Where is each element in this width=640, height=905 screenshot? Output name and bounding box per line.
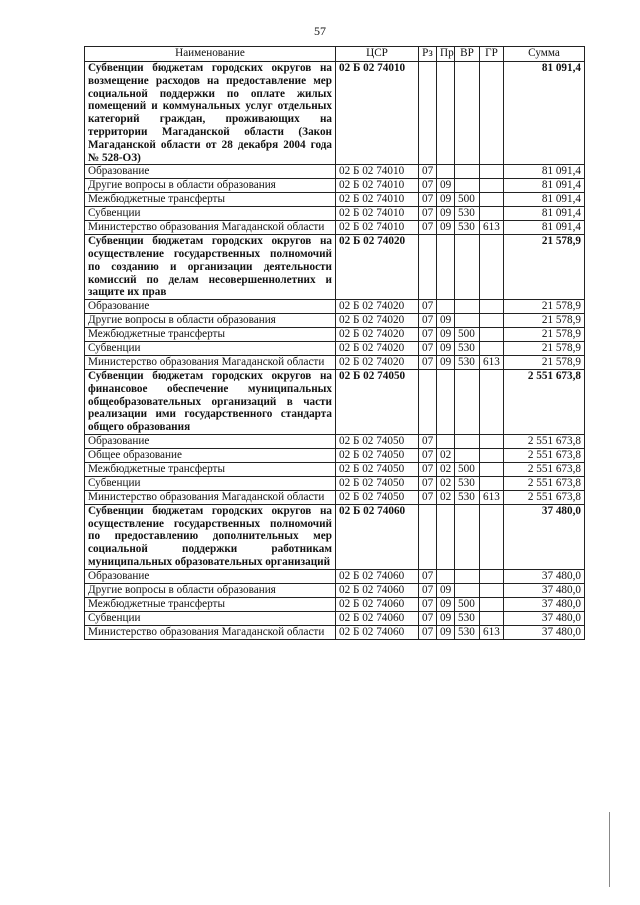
table-row-section xyxy=(85,369,585,434)
cell-rz: 07 xyxy=(419,462,437,476)
cell-vr: 530 xyxy=(455,356,480,370)
cell-gr: 613 xyxy=(480,625,504,639)
cell-sum: 21 578,9 xyxy=(504,342,585,356)
cell-pr: 09 xyxy=(437,597,455,611)
cell-csr: 02 Б 02 74010 xyxy=(336,62,419,165)
cell-pr: 09 xyxy=(437,328,455,342)
cell-vr: 530 xyxy=(455,490,480,504)
cell-vr xyxy=(455,583,480,597)
cell-gr xyxy=(480,583,504,597)
header-csr: ЦСР xyxy=(336,47,419,62)
cell-rz: 07 xyxy=(419,476,437,490)
cell-csr: 02 Б 02 74010 xyxy=(336,221,419,235)
table-row xyxy=(85,434,585,448)
cell-sum: 21 578,9 xyxy=(504,235,585,300)
cell-name: Образование xyxy=(85,434,336,448)
cell-pr: 09 xyxy=(437,179,455,193)
cell-pr: 09 xyxy=(437,356,455,370)
cell-rz: 07 xyxy=(419,179,437,193)
cell-vr xyxy=(455,314,480,328)
cell-sum: 21 578,9 xyxy=(504,356,585,370)
cell-pr: 09 xyxy=(437,342,455,356)
cell-name: Субвенции бюджетам городских округов на осуществление государственных полномочий по предоставлению дополнительных мер социальной поддержки работникам муниципальных образовательных организаций xyxy=(85,504,336,569)
cell-csr: 02 Б 02 74060 xyxy=(336,597,419,611)
table-row xyxy=(85,583,585,597)
cell-sum: 37 480,0 xyxy=(504,597,585,611)
cell-sum: 2 551 673,8 xyxy=(504,369,585,434)
cell-csr: 02 Б 02 74050 xyxy=(336,369,419,434)
cell-vr: 530 xyxy=(455,476,480,490)
table-row xyxy=(85,300,585,314)
cell-pr xyxy=(437,165,455,179)
cell-name: Субвенции xyxy=(85,342,336,356)
cell-pr: 09 xyxy=(437,314,455,328)
cell-csr: 02 Б 02 74050 xyxy=(336,462,419,476)
cell-vr: 500 xyxy=(455,193,480,207)
cell-sum: 21 578,9 xyxy=(504,314,585,328)
cell-rz: 07 xyxy=(419,328,437,342)
cell-name: Межбюджетные трансферты xyxy=(85,328,336,342)
cell-name: Субвенции бюджетам городских округов на возмещение расходов на предоставление мер социальной поддержки по оплате жилых помещений и коммунальных услуг отдельных категорий граждан, проживающих на территории Магаданской области (Закон Магаданской области от 28 декабря 2004 года № 528-ОЗ) xyxy=(85,62,336,165)
table-body xyxy=(85,62,585,640)
cell-name: Субвенции бюджетам городских округов на осуществление государственных полномочий по созданию и организации деятельности комиссий по делам несовершеннолетних и защите их прав xyxy=(85,235,336,300)
cell-pr xyxy=(437,504,455,569)
cell-gr: 613 xyxy=(480,221,504,235)
cell-vr: 500 xyxy=(455,597,480,611)
cell-name: Образование xyxy=(85,165,336,179)
cell-sum: 2 551 673,8 xyxy=(504,434,585,448)
cell-csr: 02 Б 02 74020 xyxy=(336,300,419,314)
cell-csr: 02 Б 02 74020 xyxy=(336,342,419,356)
cell-name: Межбюджетные трансферты xyxy=(85,597,336,611)
table-row xyxy=(85,356,585,370)
table-row-section xyxy=(85,62,585,165)
table-row xyxy=(85,342,585,356)
cell-csr: 02 Б 02 74050 xyxy=(336,434,419,448)
cell-csr: 02 Б 02 74050 xyxy=(336,476,419,490)
cell-name: Образование xyxy=(85,569,336,583)
cell-csr: 02 Б 02 74010 xyxy=(336,179,419,193)
cell-gr xyxy=(480,179,504,193)
cell-vr xyxy=(455,434,480,448)
cell-csr: 02 Б 02 74060 xyxy=(336,625,419,639)
cell-sum: 81 091,4 xyxy=(504,165,585,179)
cell-rz: 07 xyxy=(419,625,437,639)
cell-sum: 37 480,0 xyxy=(504,625,585,639)
cell-csr: 02 Б 02 74020 xyxy=(336,328,419,342)
table-row-section xyxy=(85,504,585,569)
table-row xyxy=(85,165,585,179)
cell-vr: 530 xyxy=(455,625,480,639)
cell-rz: 07 xyxy=(419,207,437,221)
table-row-section xyxy=(85,235,585,300)
cell-vr xyxy=(455,62,480,165)
cell-rz: 07 xyxy=(419,448,437,462)
cell-csr: 02 Б 02 74010 xyxy=(336,165,419,179)
cell-pr: 09 xyxy=(437,193,455,207)
cell-gr xyxy=(480,569,504,583)
cell-rz: 07 xyxy=(419,300,437,314)
cell-sum: 37 480,0 xyxy=(504,569,585,583)
page-number: 57 xyxy=(314,24,326,38)
cell-name: Субвенции бюджетам городских округов на финансовое обеспечение муниципальных общеобразовательных организаций в части реализации ими государственного стандарта общего образования xyxy=(85,369,336,434)
header-vr: ВР xyxy=(455,47,480,62)
cell-sum: 37 480,0 xyxy=(504,504,585,569)
cell-pr: 02 xyxy=(437,490,455,504)
cell-pr: 09 xyxy=(437,625,455,639)
cell-sum: 2 551 673,8 xyxy=(504,448,585,462)
cell-name: Межбюджетные трансферты xyxy=(85,462,336,476)
cell-vr: 530 xyxy=(455,207,480,221)
header-gr: ГР xyxy=(480,47,504,62)
cell-name: Министерство образования Магаданской области xyxy=(85,490,336,504)
cell-sum: 81 091,4 xyxy=(504,62,585,165)
cell-pr xyxy=(437,300,455,314)
cell-name: Министерство образования Магаданской области xyxy=(85,221,336,235)
cell-rz: 07 xyxy=(419,165,437,179)
cell-csr: 02 Б 02 74020 xyxy=(336,235,419,300)
table-row xyxy=(85,179,585,193)
cell-name: Субвенции xyxy=(85,207,336,221)
cell-vr xyxy=(455,369,480,434)
cell-vr xyxy=(455,504,480,569)
cell-gr xyxy=(480,342,504,356)
cell-gr: 613 xyxy=(480,490,504,504)
header-rz: Рз xyxy=(419,47,437,62)
cell-name: Министерство образования Магаданской области xyxy=(85,625,336,639)
cell-gr: 613 xyxy=(480,356,504,370)
cell-pr: 09 xyxy=(437,611,455,625)
cell-rz: 07 xyxy=(419,356,437,370)
cell-vr xyxy=(455,300,480,314)
cell-pr: 02 xyxy=(437,448,455,462)
cell-csr: 02 Б 02 74050 xyxy=(336,448,419,462)
cell-name: Другие вопросы в области образования xyxy=(85,179,336,193)
header-pr: Пр xyxy=(437,47,455,62)
cell-pr: 02 xyxy=(437,462,455,476)
cell-gr xyxy=(480,314,504,328)
budget-table xyxy=(84,46,585,640)
cell-vr: 530 xyxy=(455,611,480,625)
cell-rz: 07 xyxy=(419,193,437,207)
cell-gr xyxy=(480,462,504,476)
table-row xyxy=(85,625,585,639)
cell-pr: 09 xyxy=(437,583,455,597)
cell-rz: 07 xyxy=(419,569,437,583)
cell-rz xyxy=(419,504,437,569)
cell-rz: 07 xyxy=(419,221,437,235)
cell-gr xyxy=(480,611,504,625)
cell-name: Общее образование xyxy=(85,448,336,462)
cell-pr xyxy=(437,62,455,165)
cell-gr xyxy=(480,369,504,434)
cell-csr: 02 Б 02 74020 xyxy=(336,356,419,370)
cell-rz xyxy=(419,369,437,434)
cell-sum: 81 091,4 xyxy=(504,221,585,235)
cell-gr xyxy=(480,235,504,300)
table-row xyxy=(85,476,585,490)
cell-pr: 09 xyxy=(437,221,455,235)
cell-sum: 21 578,9 xyxy=(504,300,585,314)
cell-sum: 37 480,0 xyxy=(504,611,585,625)
table-row xyxy=(85,611,585,625)
cell-gr xyxy=(480,328,504,342)
cell-rz: 07 xyxy=(419,434,437,448)
cell-csr: 02 Б 02 74050 xyxy=(336,490,419,504)
cell-vr xyxy=(455,569,480,583)
cell-vr xyxy=(455,235,480,300)
cell-name: Субвенции xyxy=(85,476,336,490)
cell-pr: 09 xyxy=(437,207,455,221)
table-row xyxy=(85,328,585,342)
cell-sum: 2 551 673,8 xyxy=(504,462,585,476)
cell-vr: 500 xyxy=(455,462,480,476)
cell-csr: 02 Б 02 74060 xyxy=(336,583,419,597)
header-sum: Сумма xyxy=(504,47,585,62)
cell-gr xyxy=(480,504,504,569)
cell-rz: 07 xyxy=(419,597,437,611)
cell-csr: 02 Б 02 74060 xyxy=(336,569,419,583)
cell-gr xyxy=(480,448,504,462)
cell-name: Межбюджетные трансферты xyxy=(85,193,336,207)
table-row xyxy=(85,193,585,207)
cell-vr: 530 xyxy=(455,221,480,235)
cell-sum: 81 091,4 xyxy=(504,179,585,193)
table-row xyxy=(85,448,585,462)
cell-pr xyxy=(437,434,455,448)
cell-sum: 21 578,9 xyxy=(504,328,585,342)
cell-vr xyxy=(455,448,480,462)
header-name: Наименование xyxy=(85,47,336,62)
margin-rule xyxy=(609,812,610,887)
table-header-row xyxy=(85,47,585,62)
cell-csr: 02 Б 02 74010 xyxy=(336,207,419,221)
table-row xyxy=(85,462,585,476)
cell-gr xyxy=(480,165,504,179)
cell-gr xyxy=(480,434,504,448)
cell-gr xyxy=(480,193,504,207)
cell-name: Образование xyxy=(85,300,336,314)
cell-vr: 530 xyxy=(455,342,480,356)
cell-csr: 02 Б 02 74060 xyxy=(336,504,419,569)
table-row xyxy=(85,569,585,583)
cell-gr xyxy=(480,476,504,490)
cell-rz: 07 xyxy=(419,583,437,597)
cell-name: Министерство образования Магаданской области xyxy=(85,356,336,370)
cell-rz: 07 xyxy=(419,611,437,625)
cell-rz xyxy=(419,235,437,300)
cell-csr: 02 Б 02 74060 xyxy=(336,611,419,625)
cell-gr xyxy=(480,597,504,611)
cell-rz: 07 xyxy=(419,342,437,356)
cell-pr xyxy=(437,235,455,300)
cell-name: Субвенции xyxy=(85,611,336,625)
cell-gr xyxy=(480,62,504,165)
table-row xyxy=(85,207,585,221)
table-row xyxy=(85,597,585,611)
cell-rz xyxy=(419,62,437,165)
cell-csr: 02 Б 02 74020 xyxy=(336,314,419,328)
cell-vr xyxy=(455,179,480,193)
table-row xyxy=(85,221,585,235)
cell-sum: 2 551 673,8 xyxy=(504,490,585,504)
cell-vr xyxy=(455,165,480,179)
cell-pr xyxy=(437,369,455,434)
cell-pr: 02 xyxy=(437,476,455,490)
cell-rz: 07 xyxy=(419,314,437,328)
cell-sum: 81 091,4 xyxy=(504,193,585,207)
cell-name: Другие вопросы в области образования xyxy=(85,583,336,597)
cell-sum: 81 091,4 xyxy=(504,207,585,221)
cell-gr xyxy=(480,207,504,221)
cell-gr xyxy=(480,300,504,314)
cell-name: Другие вопросы в области образования xyxy=(85,314,336,328)
cell-vr: 500 xyxy=(455,328,480,342)
cell-pr xyxy=(437,569,455,583)
table-row xyxy=(85,490,585,504)
cell-csr: 02 Б 02 74010 xyxy=(336,193,419,207)
cell-sum: 37 480,0 xyxy=(504,583,585,597)
cell-rz: 07 xyxy=(419,490,437,504)
cell-sum: 2 551 673,8 xyxy=(504,476,585,490)
table-row xyxy=(85,314,585,328)
